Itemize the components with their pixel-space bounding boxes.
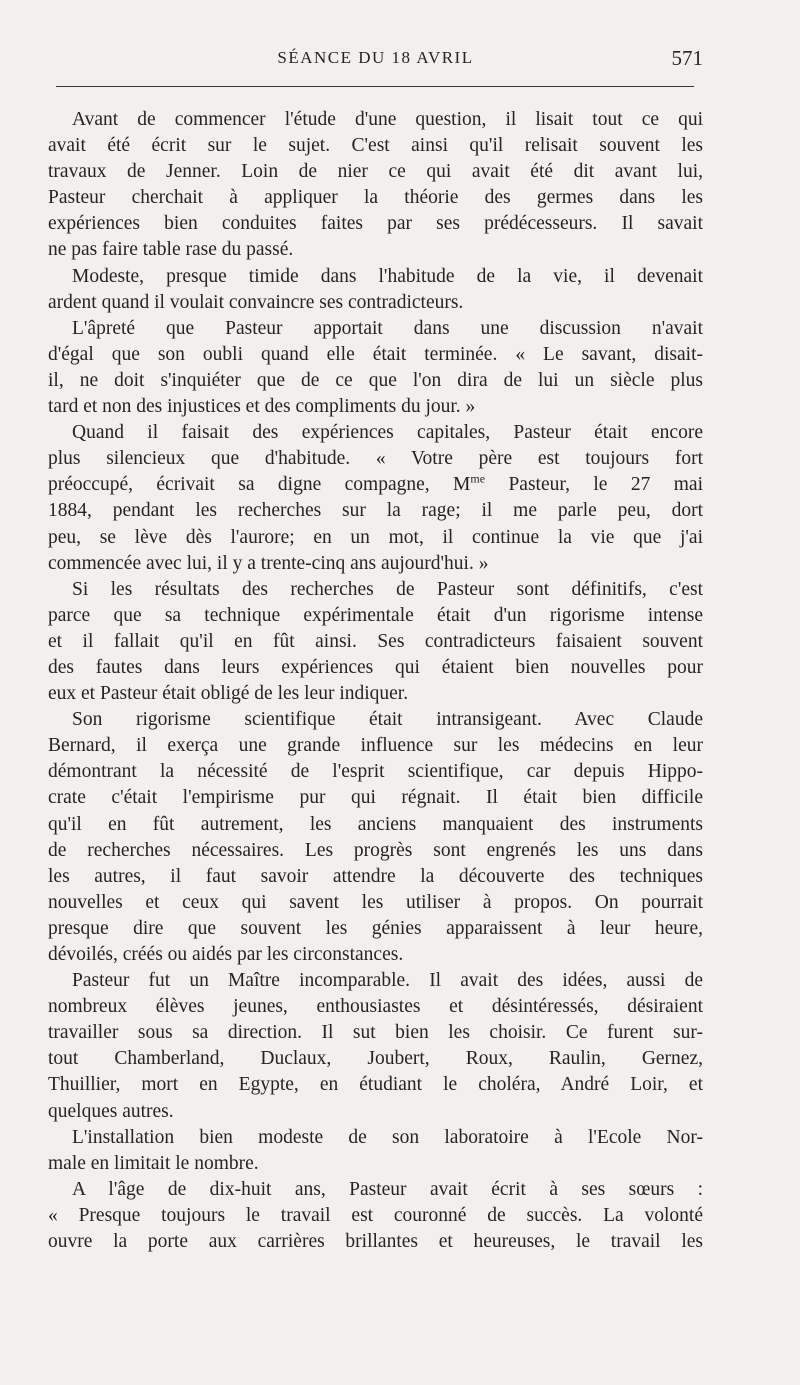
- text-line: Avant de commencer l'étude d'une question, il lisait tout ce qui: [72, 109, 703, 130]
- text-line: 1884, pendant les recherches sur la rage; il me parle peu, dort: [48, 500, 703, 522]
- text-line: ardent quand il voulait convaincre ses contradicteurs.: [48, 291, 464, 313]
- text-line: quelques autres.: [48, 1100, 174, 1122]
- text-line: A l'âge de dix-huit ans, Pasteur avait écrit à ses sœurs :: [72, 1178, 703, 1200]
- running-head: [48, 44, 703, 74]
- text-line: Pasteur cherchait à appliquer la théorie des germes dans les: [48, 187, 703, 209]
- text-line: ouvre la porte aux carrières brillantes et heureuses, le travail les: [48, 1231, 703, 1253]
- text-line: Pasteur fut un Maître incomparable. Il avait des idées, aussi de: [72, 970, 703, 992]
- page-number: 571: [671, 46, 703, 70]
- text-line: d'égal que son oubli quand elle était terminée. « Le savant, disait-: [48, 343, 703, 365]
- text-line: Son rigorisme scientifique était intransigeant. Avec Claude: [72, 709, 703, 731]
- text-line: peu, se lève dès l'aurore; en un mot, il continue la vie que j'ai: [48, 526, 703, 548]
- text-line: male en limitait le nombre.: [48, 1152, 259, 1174]
- book-page: [48, 0, 703, 1385]
- text-line: avait été écrit sur le sujet. C'est ainsi qu'il relisait souvent les: [48, 135, 703, 157]
- text-line: et il fallait qu'il en fût ainsi. Ses contradicteurs faisaient souvent: [48, 630, 703, 652]
- text-line: tard et non des injustices et des compliments du jour. »: [48, 396, 476, 418]
- text-line: dévoilés, créés ou aidés par les circonstances.: [48, 944, 404, 965]
- text-line: Bernard, il exerça une grande influence sur les médecins en leur: [48, 735, 703, 757]
- text-line: eux et Pasteur était obligé de les leur indiquer.: [48, 683, 409, 705]
- text-line: ne pas faire table rase du passé.: [48, 239, 294, 261]
- text-line: presque dire que souvent les génies apparaissent à leur heure,: [48, 917, 703, 939]
- text-line: travaux de Jenner. Loin de nier ce qui avait été dit avant lui,: [48, 161, 703, 183]
- text-line: nouvelles et ceux qui savent les utiliser à propos. On pourrait: [48, 891, 703, 913]
- text-line: expériences bien conduites faites par ses prédécesseurs. Il savait: [48, 213, 703, 235]
- text-line: préoccupé, écrivait sa digne compagne, $M^{me}$ Pasteur, le 27 mai: [48, 471, 703, 496]
- text-line: commencée avec lui, il y a trente-cinq ans aujourd'hui. »: [48, 552, 489, 574]
- text-line: parce que sa technique expérimentale était d'un rigorisme intense: [48, 604, 703, 626]
- text-line: Si les résultats des recherches de Pasteur sont définitifs, c'est: [72, 578, 703, 600]
- running-title: SÉANCE DU 18 AVRIL: [277, 48, 474, 67]
- superscript: me: [470, 471, 486, 486]
- text-line: démontrant la nécessité de l'esprit scientifique, car depuis Hippo-: [48, 761, 703, 783]
- text-line: L'installation bien modeste de son laboratoire à l'Ecole Nor-: [72, 1126, 703, 1148]
- text-line: les autres, il faut savoir attendre la découverte des techniques: [48, 865, 703, 887]
- text-line: « Presque toujours le travail est couronné de succès. La volonté: [48, 1204, 703, 1226]
- text-line: L'âpreté que Pasteur apportait dans une discussion n'avait: [72, 317, 703, 339]
- text-line: il, ne doit s'inquiéter que de ce que l'on dira de lui un siècle plus: [48, 369, 703, 391]
- text-line: plus silencieux que d'habitude. « Votre père est toujours fort: [48, 448, 703, 470]
- body-text: [48, 107, 703, 1255]
- text-line: Quand il faisait des expériences capitales, Pasteur était encore: [72, 422, 703, 444]
- header-rule: [56, 86, 694, 87]
- text-line: travailler sous sa direction. Il sut bien les choisir. Ce furent sur-: [48, 1022, 703, 1044]
- text-line: des fautes dans leurs expériences qui étaient bien nouvelles pour: [48, 656, 703, 678]
- text-line: crate c'était l'empirisme pur qui régnait. Il était bien difficile: [48, 787, 703, 809]
- text-line: nombreux élèves jeunes, enthousiastes et désintéressés, désiraient: [48, 996, 703, 1018]
- text-line: Modeste, presque timide dans l'habitude de la vie, il devenait: [72, 265, 703, 287]
- text-line: Thuillier, mort en Egypte, en étudiant le choléra, André Loir, et: [48, 1074, 703, 1096]
- text-line: de recherches nécessaires. Les progrès sont engrenés les uns dans: [48, 839, 703, 861]
- text-line: qu'il en fût autrement, les anciens manquaient des instruments: [48, 813, 703, 835]
- text-line: tout Chamberland, Duclaux, Joubert, Roux, Raulin, Gernez,: [48, 1048, 703, 1070]
